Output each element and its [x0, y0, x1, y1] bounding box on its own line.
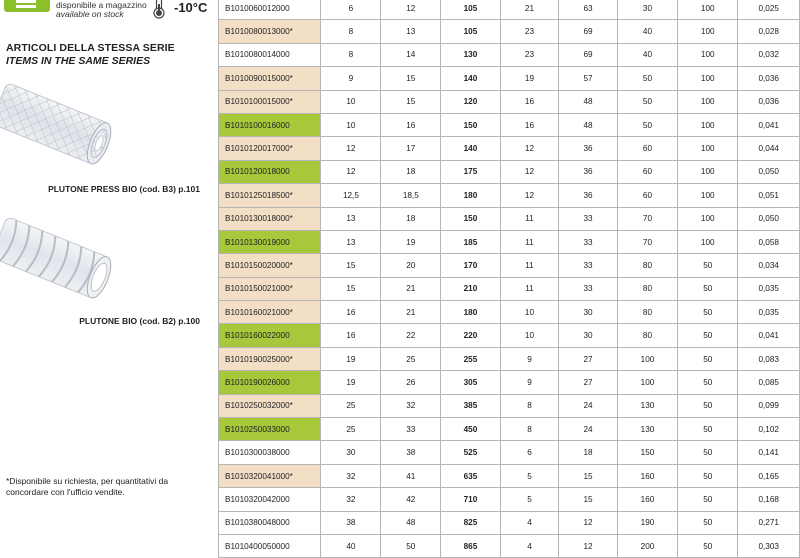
- left-panel: [0, 0, 210, 500]
- table-cell: 0,165: [738, 464, 800, 487]
- product-code-cell: B1010160021000*: [219, 301, 321, 324]
- table-cell: 15: [559, 464, 618, 487]
- table-cell: 710: [441, 488, 500, 511]
- table-cell: 0,036: [738, 67, 800, 90]
- table-cell: 50: [617, 113, 677, 136]
- table-cell: 0,050: [738, 207, 800, 230]
- table-cell: 25: [321, 418, 381, 441]
- table-row: [219, 254, 800, 277]
- table-cell: 33: [559, 207, 618, 230]
- table-cell: 8: [500, 418, 559, 441]
- table-cell: 130: [617, 418, 677, 441]
- table-row: [219, 137, 800, 160]
- product-spec-table: [218, 0, 800, 558]
- plutone-press-bio-hose-image: [4, 72, 108, 182]
- table-cell: 30: [559, 324, 618, 347]
- table-cell: 80: [617, 277, 677, 300]
- table-cell: 140: [441, 137, 500, 160]
- table-cell: 150: [617, 441, 677, 464]
- table-cell: 32: [321, 488, 381, 511]
- table-cell: 80: [617, 324, 677, 347]
- table-cell: 0,083: [738, 347, 800, 370]
- product-code-cell: B1010190025000*: [219, 347, 321, 370]
- table-cell: 19: [500, 67, 559, 90]
- table-cell: 0,034: [738, 254, 800, 277]
- table-cell: 180: [441, 184, 500, 207]
- table-cell: 175: [441, 160, 500, 183]
- table-cell: 170: [441, 254, 500, 277]
- plutone-bio-hose-image: [4, 206, 108, 316]
- table-cell: 69: [559, 43, 618, 66]
- product-code-cell: B1010150020000*: [219, 254, 321, 277]
- table-cell: 50: [617, 90, 677, 113]
- table-cell: 70: [617, 207, 677, 230]
- table-cell: 220: [441, 324, 500, 347]
- table-cell: 13: [381, 20, 441, 43]
- table-cell: 13: [321, 207, 381, 230]
- table-cell: 6: [500, 441, 559, 464]
- product-code-cell: B1010380048000: [219, 511, 321, 534]
- table-cell: 11: [500, 207, 559, 230]
- table-cell: 5: [500, 464, 559, 487]
- table-cell: 50: [617, 67, 677, 90]
- product-code-cell: B1010320042000: [219, 488, 321, 511]
- table-cell: 15: [559, 488, 618, 511]
- table-cell: 0,041: [738, 324, 800, 347]
- table-cell: 50: [678, 488, 738, 511]
- table-cell: 16: [381, 113, 441, 136]
- table-cell: 27: [559, 347, 618, 370]
- table-cell: 18,5: [381, 184, 441, 207]
- table-cell: 13: [321, 230, 381, 253]
- table-cell: 80: [617, 254, 677, 277]
- table-cell: 0,051: [738, 184, 800, 207]
- table-cell: 23: [500, 43, 559, 66]
- table-cell: 10: [500, 301, 559, 324]
- table-cell: 50: [678, 464, 738, 487]
- table-cell: 30: [559, 301, 618, 324]
- table-cell: 525: [441, 441, 500, 464]
- table-cell: 0,271: [738, 511, 800, 534]
- table-cell: 25: [381, 347, 441, 370]
- product-spec-table-body: [219, 0, 800, 558]
- table-cell: 0,041: [738, 113, 800, 136]
- table-cell: 12: [500, 160, 559, 183]
- table-cell: 160: [617, 464, 677, 487]
- table-cell: 190: [617, 511, 677, 534]
- table-cell: 0,050: [738, 160, 800, 183]
- table-cell: 26: [381, 371, 441, 394]
- table-cell: 36: [559, 160, 618, 183]
- table-cell: 0,085: [738, 371, 800, 394]
- stock-badge: [4, 0, 50, 12]
- product-code-cell: B1010130018000*: [219, 207, 321, 230]
- table-cell: 4: [500, 534, 559, 557]
- table-cell: 15: [321, 254, 381, 277]
- table-cell: 21: [381, 301, 441, 324]
- table-cell: 18: [381, 160, 441, 183]
- table-cell: 24: [559, 394, 618, 417]
- table-cell: 0,035: [738, 277, 800, 300]
- table-cell: 21: [500, 0, 559, 20]
- table-cell: 9: [321, 67, 381, 90]
- series-item-caption: PLUTONE BIO (cod. B2) p.100: [79, 316, 200, 326]
- table-cell: 16: [321, 301, 381, 324]
- table-row: [219, 43, 800, 66]
- product-code-cell: B1010160022000: [219, 324, 321, 347]
- table-cell: 450: [441, 418, 500, 441]
- series-title-it: ARTICOLI DELLA STESSA SERIE: [6, 42, 175, 54]
- table-cell: 100: [617, 347, 677, 370]
- table-cell: 38: [321, 511, 381, 534]
- series-item-caption: PLUTONE PRESS BIO (cod. B3) p.101: [48, 184, 200, 194]
- product-code-cell: B1010125018500*: [219, 184, 321, 207]
- table-row: [219, 418, 800, 441]
- product-code-cell: B1010080013000*: [219, 20, 321, 43]
- table-cell: 33: [559, 254, 618, 277]
- table-cell: 57: [559, 67, 618, 90]
- table-cell: 50: [381, 534, 441, 557]
- table-cell: 32: [381, 394, 441, 417]
- table-cell: 80: [617, 301, 677, 324]
- table-cell: 8: [500, 394, 559, 417]
- table-cell: 185: [441, 230, 500, 253]
- table-cell: 0,303: [738, 534, 800, 557]
- product-code-cell: B1010250033000: [219, 418, 321, 441]
- table-cell: 9: [500, 371, 559, 394]
- table-row: [219, 511, 800, 534]
- table-cell: 69: [559, 20, 618, 43]
- table-cell: 0,099: [738, 394, 800, 417]
- table-row: [219, 0, 800, 20]
- table-cell: 0,044: [738, 137, 800, 160]
- table-cell: 19: [321, 347, 381, 370]
- table-cell: 130: [441, 43, 500, 66]
- product-code-cell: B1010100015000*: [219, 90, 321, 113]
- table-cell: 12,5: [321, 184, 381, 207]
- table-cell: 255: [441, 347, 500, 370]
- table-row: [219, 324, 800, 347]
- stock-text-it: disponibile a magazzino: [56, 0, 147, 10]
- table-cell: 48: [559, 90, 618, 113]
- table-cell: 6: [321, 0, 381, 20]
- table-cell: 30: [617, 0, 677, 20]
- table-cell: 12: [559, 511, 618, 534]
- table-row: [219, 371, 800, 394]
- table-cell: 36: [559, 137, 618, 160]
- product-code-cell: B1010250032000*: [219, 394, 321, 417]
- product-code-cell: B1010400050000: [219, 534, 321, 557]
- table-cell: 100: [678, 67, 738, 90]
- table-cell: 23: [500, 20, 559, 43]
- table-cell: 12: [381, 0, 441, 20]
- table-row: [219, 113, 800, 136]
- table-cell: 160: [617, 488, 677, 511]
- table-cell: 8: [321, 43, 381, 66]
- table-cell: 50: [678, 441, 738, 464]
- table-row: [219, 160, 800, 183]
- product-code-cell: B1010150021000*: [219, 277, 321, 300]
- footnote: *Disponibile su richiesta, per quantitativi da concordare con l'ufficio vendite.: [6, 476, 169, 497]
- product-code-cell: B1010320041000*: [219, 464, 321, 487]
- table-cell: 0,102: [738, 418, 800, 441]
- table-cell: 33: [381, 418, 441, 441]
- table-cell: 11: [500, 277, 559, 300]
- table-cell: 150: [441, 207, 500, 230]
- table-cell: 19: [381, 230, 441, 253]
- product-code-cell: B1010100016000: [219, 113, 321, 136]
- table-cell: 15: [381, 90, 441, 113]
- table-cell: 4: [500, 511, 559, 534]
- product-code-cell: B1010190026000: [219, 371, 321, 394]
- table-cell: 12: [500, 184, 559, 207]
- table-cell: 0,168: [738, 488, 800, 511]
- table-cell: 100: [678, 160, 738, 183]
- table-cell: 385: [441, 394, 500, 417]
- product-code-cell: B1010080014000: [219, 43, 321, 66]
- table-cell: 14: [381, 43, 441, 66]
- table-cell: 19: [321, 371, 381, 394]
- table-cell: 5: [500, 488, 559, 511]
- table-cell: 100: [678, 207, 738, 230]
- table-cell: 50: [678, 301, 738, 324]
- table-cell: 140: [441, 67, 500, 90]
- product-code-cell: B1010130019000: [219, 230, 321, 253]
- table-cell: 100: [678, 184, 738, 207]
- table-row: [219, 67, 800, 90]
- table-cell: 305: [441, 371, 500, 394]
- table-cell: 100: [617, 371, 677, 394]
- table-cell: 16: [321, 324, 381, 347]
- table-row: [219, 534, 800, 557]
- product-code-cell: B1010090015000*: [219, 67, 321, 90]
- table-cell: 18: [381, 207, 441, 230]
- table-cell: 100: [678, 113, 738, 136]
- table-cell: 12: [321, 137, 381, 160]
- table-cell: 48: [381, 511, 441, 534]
- table-cell: 16: [500, 113, 559, 136]
- table-cell: 100: [678, 90, 738, 113]
- table-cell: 105: [441, 0, 500, 20]
- table-cell: 8: [321, 20, 381, 43]
- table-cell: 17: [381, 137, 441, 160]
- table-cell: 41: [381, 464, 441, 487]
- table-cell: 635: [441, 464, 500, 487]
- product-code-cell: B1010300038000: [219, 441, 321, 464]
- table-cell: 10: [321, 90, 381, 113]
- table-row: [219, 207, 800, 230]
- table-cell: 40: [617, 20, 677, 43]
- table-row: [219, 184, 800, 207]
- table-cell: 50: [678, 371, 738, 394]
- table-cell: 15: [321, 277, 381, 300]
- table-cell: 40: [321, 534, 381, 557]
- table-cell: 21: [381, 277, 441, 300]
- table-cell: 825: [441, 511, 500, 534]
- table-cell: 50: [678, 394, 738, 417]
- table-row: [219, 394, 800, 417]
- table-row: [219, 90, 800, 113]
- table-cell: 100: [678, 20, 738, 43]
- table-cell: 15: [381, 67, 441, 90]
- table-cell: 22: [381, 324, 441, 347]
- table-cell: 12: [321, 160, 381, 183]
- table-cell: 120: [441, 90, 500, 113]
- table-cell: 12: [559, 534, 618, 557]
- table-cell: 11: [500, 230, 559, 253]
- table-cell: 180: [441, 301, 500, 324]
- table-cell: 150: [441, 113, 500, 136]
- product-code-cell: B1010120017000*: [219, 137, 321, 160]
- table-cell: 105: [441, 20, 500, 43]
- table-cell: 30: [321, 441, 381, 464]
- table-cell: 63: [559, 0, 618, 20]
- table-cell: 100: [678, 137, 738, 160]
- table-cell: 9: [500, 347, 559, 370]
- table-row: [219, 347, 800, 370]
- series-title-en: ITEMS IN THE SAME SERIES: [6, 55, 151, 67]
- table-cell: 48: [559, 113, 618, 136]
- table-cell: 50: [678, 511, 738, 534]
- table-cell: 42: [381, 488, 441, 511]
- table-cell: 10: [500, 324, 559, 347]
- table-cell: 70: [617, 230, 677, 253]
- table-cell: 200: [617, 534, 677, 557]
- table-cell: 0,035: [738, 301, 800, 324]
- table-cell: 50: [678, 254, 738, 277]
- table-cell: 32: [321, 464, 381, 487]
- table-cell: 10: [321, 113, 381, 136]
- table-cell: 33: [559, 230, 618, 253]
- table-row: [219, 301, 800, 324]
- table-cell: 0,141: [738, 441, 800, 464]
- product-code-cell: B1010060012000: [219, 0, 321, 20]
- table-cell: 40: [617, 43, 677, 66]
- table-cell: 865: [441, 534, 500, 557]
- table-cell: 20: [381, 254, 441, 277]
- thermometer-icon: [150, 0, 168, 20]
- table-cell: 50: [678, 277, 738, 300]
- table-cell: 210: [441, 277, 500, 300]
- table-cell: 11: [500, 254, 559, 277]
- table-cell: 50: [678, 347, 738, 370]
- table-cell: 60: [617, 160, 677, 183]
- table-cell: 60: [617, 137, 677, 160]
- table-cell: 0,032: [738, 43, 800, 66]
- table-row: [219, 464, 800, 487]
- table-cell: 18: [559, 441, 618, 464]
- stock-badge-icon: [16, 0, 36, 10]
- table-row: [219, 230, 800, 253]
- table-cell: 100: [678, 0, 738, 20]
- table-row: [219, 488, 800, 511]
- table-row: [219, 441, 800, 464]
- table-cell: 100: [678, 43, 738, 66]
- table-cell: 130: [617, 394, 677, 417]
- table-cell: 50: [678, 418, 738, 441]
- table-cell: 100: [678, 230, 738, 253]
- temperature-value: -10°C: [174, 0, 208, 15]
- table-cell: 0,028: [738, 20, 800, 43]
- stock-text-en: available on stock: [56, 9, 124, 19]
- table-cell: 0,058: [738, 230, 800, 253]
- table-cell: 24: [559, 418, 618, 441]
- table-cell: 0,025: [738, 0, 800, 20]
- table-row: [219, 277, 800, 300]
- table-cell: 60: [617, 184, 677, 207]
- table-cell: 50: [678, 324, 738, 347]
- table-cell: 16: [500, 90, 559, 113]
- table-cell: 33: [559, 277, 618, 300]
- table-cell: 27: [559, 371, 618, 394]
- table-cell: 25: [321, 394, 381, 417]
- table-cell: 36: [559, 184, 618, 207]
- table-row: [219, 20, 800, 43]
- table-cell: 12: [500, 137, 559, 160]
- table-cell: 0,036: [738, 90, 800, 113]
- product-code-cell: B1010120018000: [219, 160, 321, 183]
- table-cell: 50: [678, 534, 738, 557]
- table-cell: 38: [381, 441, 441, 464]
